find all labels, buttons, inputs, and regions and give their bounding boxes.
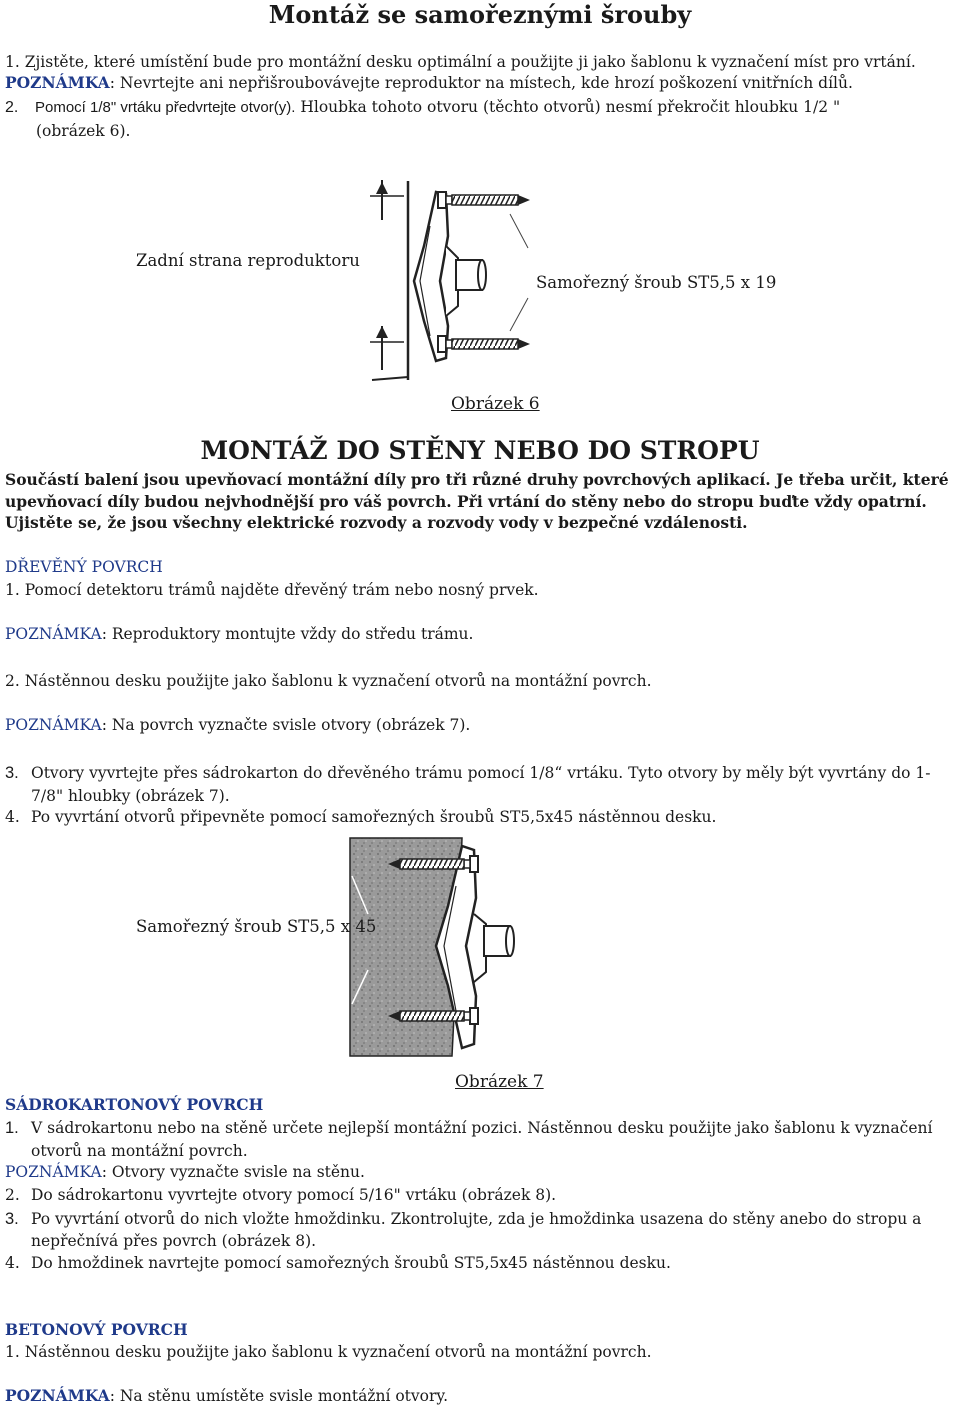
figure-7-caption: Obrázek 7 [455,1072,544,1092]
step-4-text: Do hmoždinek navrtejte pomocí samořezných šroubů ST5,5x45 nástěnnou desku. [31,1254,671,1272]
intro-step-2 [5,97,840,118]
note-label: POZNÁMKA [5,1386,110,1405]
warning-line-1: Součástí balení jsou upevňovací montážní díly pro tři různé druhy povrchových aplikací. Je třeba určit, které [5,470,949,489]
concrete-note [5,1386,448,1406]
drywall-heading: SÁDROKARTONOVÝ POVRCH [5,1095,264,1114]
note-text: : Na stěnu umístěte svisle montážní otvory. [109,1387,449,1405]
figure-6-label-left: Zadní strana reproduktoru [136,251,360,270]
figure-7-label: Samořezný šroub ST5,5 x 45 [136,917,377,936]
wood-note-1 [5,624,473,644]
section-heading: MONTÁŽ DO STĚNY NEBO DO STROPU [200,436,760,465]
concrete-heading: BETONOVÝ POVRCH [5,1320,188,1339]
note-label: POZNÁMKA [5,716,102,734]
step-3-text: Po vyvrtání otvorů do nich vložte hmoždinku. Zkontrolujte, zda je hmoždinka usazena do stěny anebo do stropu a [31,1210,922,1228]
step-number: 4. [5,808,20,826]
note-text: : Na povrch vyznačte svisle otvory (obrázek 7). [101,716,471,734]
page-title: Montáž se samořeznými šrouby [268,0,692,29]
drywall-note [5,1162,365,1182]
figure-7-illustration [344,836,584,1060]
wood-step-1: 1. Pomocí detektoru trámů najděte dřevěný trám nebo nosný prvek. [5,581,539,599]
warning-line-3: Ujistěte se, že jsou všechny elektrické rozvody a rozvody vody v bezpečné vzdálenosti. [5,513,748,532]
wood-step-4 [5,807,716,827]
drywall-step-3-continued: nepřečnívá přes povrch (obrázek 8). [31,1232,317,1250]
drywall-step-2 [5,1185,556,1205]
concrete-step-1: 1. Nástěnnou desku použijte jako šablonu k vyznačení otvorů na montážní povrch. [5,1343,652,1361]
figure-6-illustration [360,176,550,386]
step-2-text: Do sádrokartonu vyvrtejte otvory pomocí 5/16" vrtáku (obrázek 8). [31,1186,557,1204]
step-1-text: V sádrokartonu nebo na stěně určete nejlepší montážní pozici. Nástěnnou desku použijte jako šablonu k vyznačení [31,1119,933,1137]
intro-step-1: 1. Zjistěte, které umístění bude pro montážní desku optimální a použijte ji jako šablonu k vyznačení míst pro vrtání. [5,53,916,71]
figure-6-label-right: Samořezný šroub ST5,5 x 19 [536,273,777,292]
note-label: POZNÁMKA [5,73,110,92]
wood-step-3-continued: 7/8" hloubky (obrázek 7). [31,787,230,805]
step-number: 3. [5,1210,19,1228]
note-text: : Otvory vyznačte svisle na stěnu. [101,1163,365,1181]
drywall-step-1 [5,1118,932,1138]
wood-note-2 [5,715,470,735]
step-2-text-a: Pomocí 1/8" vrtáku předvrtejte otvor(y). [35,99,296,116]
intro-note [5,73,853,93]
wood-step-2: 2. Nástěnnou desku použijte jako šablonu k vyznačení otvorů na montážní povrch. [5,672,652,690]
step-4-text: Po vyvrtání otvorů připevněte pomocí samořezných šroubů ST5,5x45 nástěnnou desku. [31,808,717,826]
step-number: 4. [5,1254,20,1272]
note-label: POZNÁMKA [5,625,102,643]
figure-6-caption: Obrázek 6 [451,394,540,414]
drywall-step-1-continued: otvorů na montážní povrch. [31,1142,248,1160]
intro-step-2-continued: (obrázek 6). [36,122,131,140]
step-number: 3. [5,764,19,782]
step-3-text: Otvory vyvrtejte přes sádrokarton do dřevěného trámu pomocí 1/8“ vrtáku. Tyto otvory by měly být vyvrtány do 1- [31,764,931,782]
drywall-step-4 [5,1253,671,1273]
wood-heading: DŘEVĚNÝ POVRCH [5,558,163,576]
step-number: 1. [5,1119,19,1137]
wood-step-3 [5,763,930,783]
note-text: : Nevrtejte ani nepřišroubovávejte reproduktor na místech, kde hrozí poškození vnitřních dílů. [109,74,853,92]
warning-line-2: upevňovací díly budou nejvhodnější pro váš povrch. Při vrtání do stěny nebo do stropu buďte vždy opatrní. [5,492,927,511]
step-2-text-b: Hloubka tohoto otvoru (těchto otvorů) nesmí překročit hloubku 1/2 " [295,98,841,116]
step-number: 2. [5,1186,20,1204]
step-number: 2. [5,99,19,116]
note-text: : Reproduktory montujte vždy do středu trámu. [101,625,474,643]
drywall-step-3 [5,1209,921,1229]
note-label: POZNÁMKA [5,1163,102,1181]
